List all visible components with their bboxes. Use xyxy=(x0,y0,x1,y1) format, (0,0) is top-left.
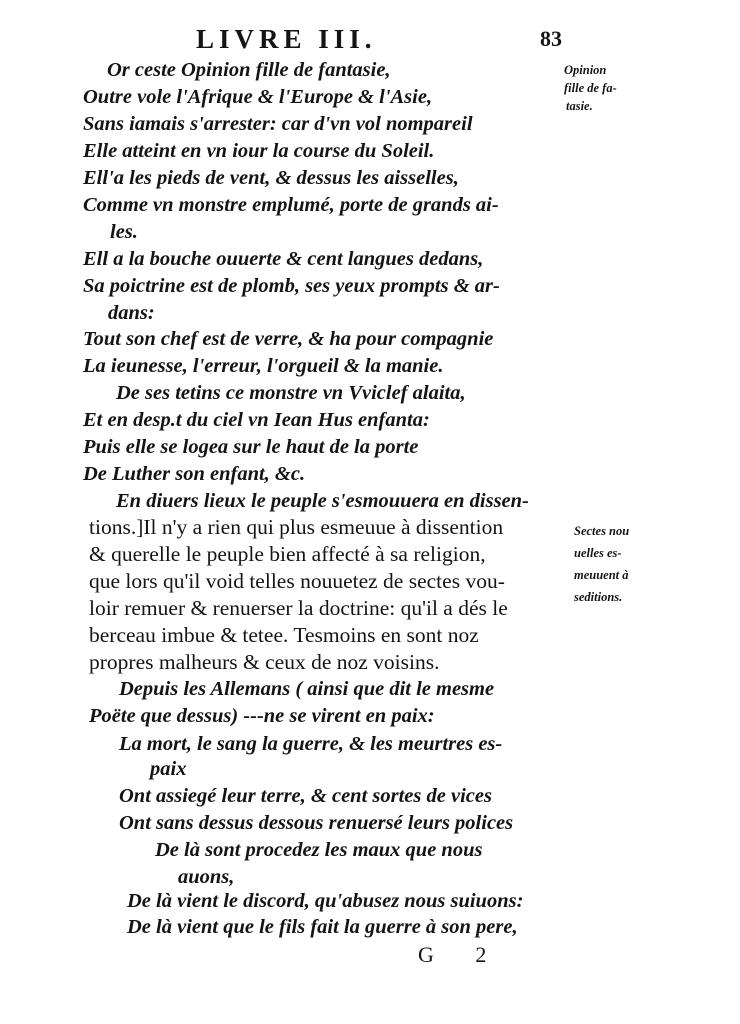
text-line: Or ceste Opinion fille de fantasie, xyxy=(107,59,391,81)
text-line: Ell a la bouche ouuerte & cent langues dedans, xyxy=(83,248,484,270)
text-line: auons, xyxy=(178,866,235,888)
text-line: La mort, le sang la guerre, & les meurtres es- xyxy=(119,733,503,755)
text-line: De là vient que le fils fait la guerre à son pere, xyxy=(127,916,518,938)
text-line: Tout son chef est de verre, & ha pour compagnie xyxy=(83,328,494,350)
text-line: loir remuer & renuerser la doctrine: qu'il a dés le xyxy=(89,596,508,620)
text-line: De Luther son enfant, &c. xyxy=(83,463,306,485)
margin-note-line: meuuent à xyxy=(574,568,629,582)
margin-note-line: fille de fa- xyxy=(564,81,617,95)
text-line: Ont assiegé leur terre, & cent sortes de vices xyxy=(119,785,492,807)
text-line: De là vient le discord, qu'abusez nous suiuons: xyxy=(127,890,524,912)
margin-note-line: seditions. xyxy=(574,590,623,604)
text-line: berceau imbue & tetee. Tesmoins en sont noz xyxy=(89,623,479,647)
text-line: De ses tetins ce monstre vn Vviclef alaita, xyxy=(116,382,466,404)
text-line: Sans iamais s'arrester: car d'vn vol nompareil xyxy=(83,113,473,135)
text-line: De là sont procedez les maux que nous xyxy=(155,839,483,861)
margin-note-line: Opinion xyxy=(564,63,607,77)
margin-note-line: uelles es- xyxy=(574,546,622,560)
text-line: Depuis les Allemans ( ainsi que dit le mesme xyxy=(119,678,495,700)
text-line: les. xyxy=(110,221,138,243)
page-number: 83 xyxy=(540,26,562,51)
margin-note-line: Sectes nou xyxy=(574,524,630,538)
running-head: LIVRE III. xyxy=(196,24,377,54)
text-line: & querelle le peuple bien affecté à sa religion, xyxy=(89,542,486,566)
margin-note-line: tasie. xyxy=(566,99,593,113)
text-line: Sa poictrine est de plomb, ses yeux prompts & ar- xyxy=(83,275,500,297)
text-line: Ont sans dessus dessous renuersé leurs polices xyxy=(119,812,514,834)
text-line: Outre vole l'Afrique & l'Europe & l'Asie, xyxy=(83,86,433,108)
text-line: que lors qu'il void telles nouuetez de sectes vou- xyxy=(89,569,505,593)
text-line: En diuers lieux le peuple s'esmouuera en dissen- xyxy=(116,490,529,512)
text-line: Comme vn monstre emplumé, porte de grands ai- xyxy=(83,194,499,216)
signature-mark: G 2 xyxy=(418,942,505,967)
text-line: dans: xyxy=(108,302,155,324)
text-line: La ieunesse, l'erreur, l'orgueil & la manie. xyxy=(83,355,444,377)
text-line: Puis elle se logea sur le haut de la porte xyxy=(83,436,419,458)
text-line: paix xyxy=(150,758,187,780)
text-line: Ell'a les pieds de vent, & dessus les aisselles, xyxy=(83,167,459,189)
text-line: tions.]Il n'y a rien qui plus esmeuue à dissention xyxy=(89,515,504,539)
text-line: propres malheurs & ceux de noz voisins. xyxy=(89,650,440,674)
text-line: Poëte que dessus) ---ne se virent en paix: xyxy=(89,705,435,727)
text-line: Et en desp.t du ciel vn Iean Hus enfanta: xyxy=(83,409,430,431)
text-line: Elle atteint en vn iour la course du Soleil. xyxy=(83,140,435,162)
